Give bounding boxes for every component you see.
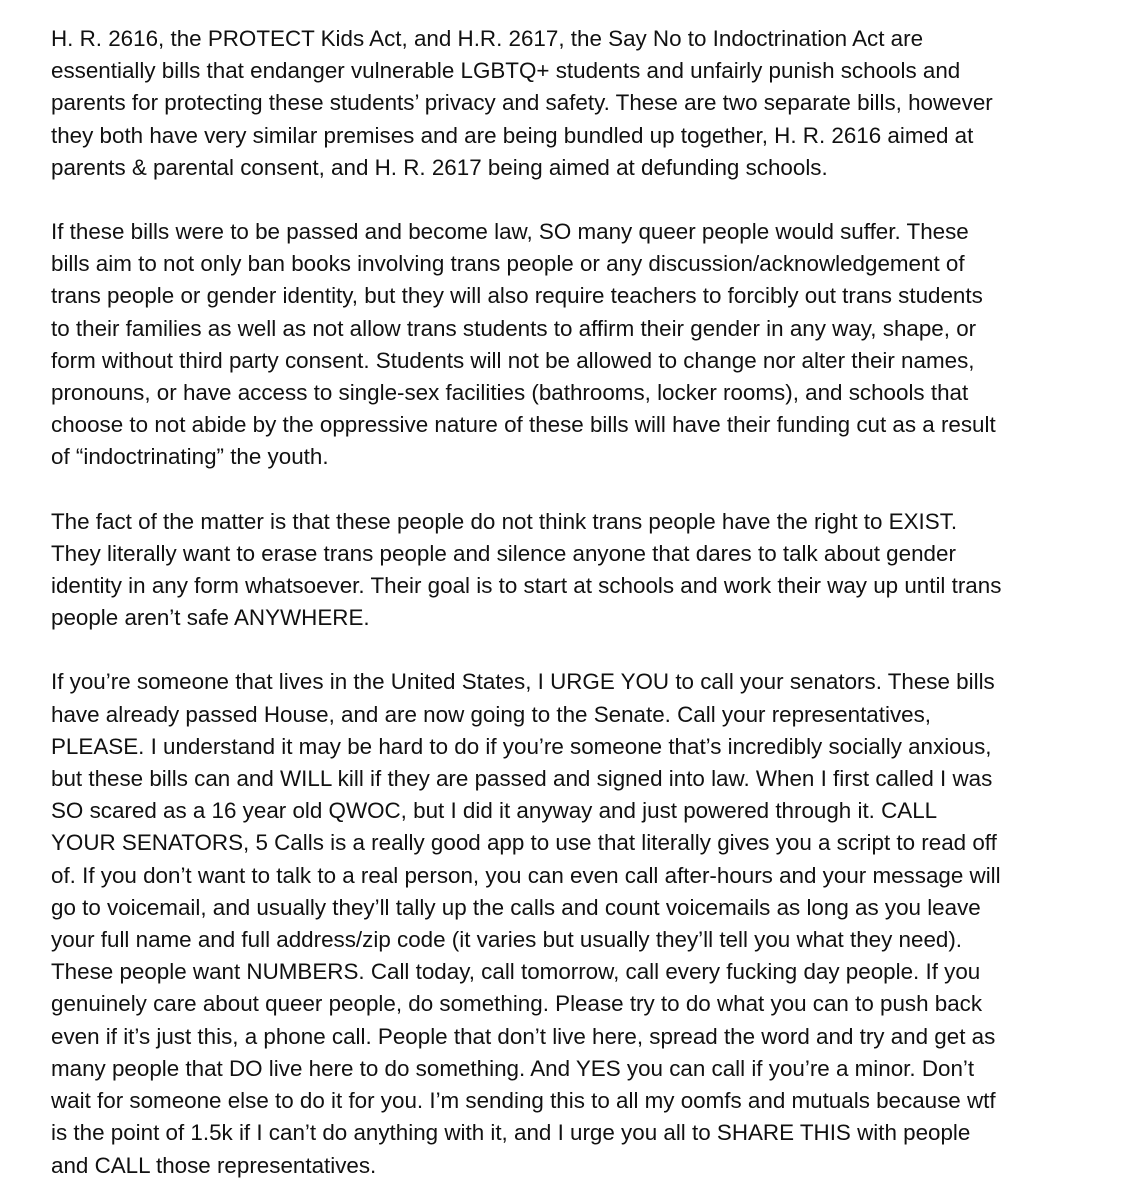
paragraph-spacer bbox=[51, 634, 1111, 666]
document-body bbox=[51, 23, 1111, 1182]
paragraph-call-to-action: If you’re someone that lives in the United States, I URGE YOU to call your senators. These bills have already passed House, and are now going to the Senate. Call your representatives, PLEASE. I understand it may be hard to do if you’re someone that’s incredibly socially anxious, but these bills can and WILL kill if they are passed and signed into law. When I first called I was SO scared as a 16 year old QWOC, but I did it anyway and just powered through it. CALL YOUR SENATORS, 5 Calls is a really good app to use that literally gives you a script to read off of. If you don’t want to talk to a real person, you can even call after-hours and your message will go to voicemail, and usually they’ll tally up the calls and count voicemails as long as you leave your full name and full address/zip code (it varies but usually they’ll tell you what they need). These people want NUMBERS. Call today, call tomorrow, call every fucking day people. If you genuinely care about queer people, do something. Please try to do what you can to push back even if it’s just this, a phone call. People that don’t live here, spread the word and try and get as many people that DO live here to do something. And YES you can call if you’re a minor. Don’t wait for someone else to do it for you. I’m sending this to all my oomfs and mutuals because wtf is the point of 1.5k if I can’t do anything with it, and I urge you all to SHARE THIS with people and CALL those representatives. bbox=[51, 669, 1001, 1178]
paragraph-spacer bbox=[51, 474, 1111, 506]
paragraph-intent: The fact of the matter is that these people do not think trans people have the right to EXIST. They literally want to erase trans people and silence anyone that dares to talk about gender identity in any form whatsoever. Their goal is to start at schools and work their way up until trans people aren’t safe ANYWHERE. bbox=[51, 508, 1002, 631]
paragraph-impact: If these bills were to be passed and become law, SO many queer people would suffer. These bills aim to not only ban books involving trans people or any discussion/acknowledgement of trans people or gender identity, but they will also require teachers to forcibly out trans students to their families as well as not allow trans students to affirm their gender in any way, shape, or form without third party consent. Students will not be allowed to change nor alter their names, pronouns, or have access to single-sex facilities (bathrooms, locker rooms), and schools that choose to not abide by the oppressive nature of these bills will have their funding cut as a result of “indoctrinating” the youth. bbox=[51, 219, 996, 470]
paragraph-spacer bbox=[51, 184, 1111, 216]
paragraph-bills-overview: H. R. 2616, the PROTECT Kids Act, and H.R. 2617, the Say No to Indoctrination Act are essentially bills that endanger vulnerable LGBTQ+ students and unfairly punish schools and parents for protecting these students’ privacy and safety. These are two separate bills, however they both have very similar premises and are being bundled up together, H. R. 2616 aimed at parents & parental consent, and H. R. 2617 being aimed at defunding schools. bbox=[51, 26, 993, 180]
